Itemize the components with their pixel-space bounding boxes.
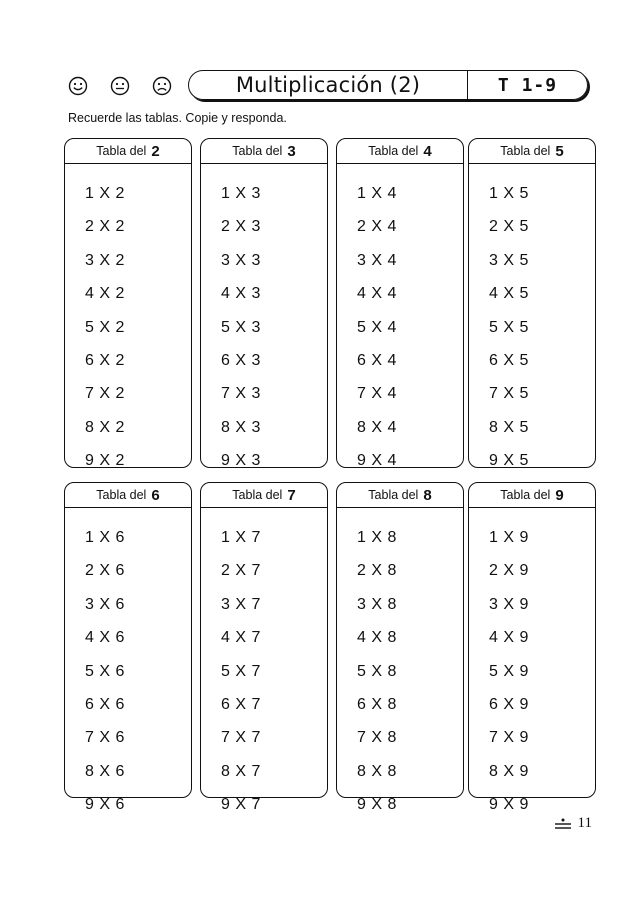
multiplication-row: 4 X 2: [85, 285, 125, 303]
multiplication-row: 4 X 9: [489, 629, 529, 647]
multiplication-row: 4 X 5: [489, 285, 529, 303]
smiley-happy-icon[interactable]: [68, 76, 88, 96]
table-header-label: Tabla del: [232, 144, 283, 158]
multiplication-row: 5 X 6: [85, 662, 125, 680]
table-header: [337, 483, 463, 508]
table-header-label: Tabla del: [96, 488, 147, 502]
multiplication-row: 8 X 3: [221, 418, 261, 436]
multiplication-row: 3 X 7: [221, 595, 261, 613]
multiplication-row: 6 X 7: [221, 696, 261, 713]
multiplication-row: 8 X 4: [357, 418, 397, 436]
instruction-text: Recuerde las tablas. Copie y responda.: [68, 111, 287, 125]
multiplication-row: 5 X 4: [357, 318, 397, 336]
multiplication-row: 5 X 9: [489, 662, 529, 680]
multiplication-row: 4 X 7: [221, 629, 261, 647]
multiplication-row: 1 X 6: [85, 529, 125, 546]
multiplication-row: 8 X 6: [85, 762, 125, 780]
multiplication-row: 1 X 9: [489, 529, 529, 546]
table-header: [337, 139, 463, 164]
multiplication-row: 7 X 6: [85, 729, 125, 747]
multiplication-row: 6 X 2: [85, 352, 125, 369]
multiplication-row: 3 X 9: [489, 595, 529, 613]
multiplication-row: 9 X 7: [221, 796, 261, 814]
multiplication-row: 3 X 4: [357, 251, 397, 269]
multiplication-row: 8 X 9: [489, 762, 529, 780]
multiplication-row: 2 X 9: [489, 562, 529, 580]
table-header-label: Tabla del: [368, 488, 419, 502]
page-number-text: 11: [577, 815, 592, 831]
multiplication-row: 1 X 2: [85, 185, 125, 202]
multiplication-row: 4 X 3: [221, 285, 261, 303]
multiplication-row: 3 X 6: [85, 595, 125, 613]
table-header-number: 4: [423, 142, 432, 160]
multiplication-row: 6 X 9: [489, 696, 529, 713]
times-table-card: [336, 482, 464, 814]
multiplication-row: 2 X 3: [221, 218, 261, 236]
multiplication-row: 7 X 9: [489, 729, 529, 747]
title-banner: [188, 70, 588, 100]
multiplication-row: 5 X 3: [221, 318, 261, 336]
times-table-card: [336, 138, 464, 468]
multiplication-row: 2 X 8: [357, 562, 397, 580]
smiley-neutral-icon[interactable]: [110, 76, 130, 96]
table-header: [201, 139, 327, 164]
multiplication-row: 7 X 4: [357, 385, 397, 403]
multiplication-row: 6 X 4: [357, 352, 397, 369]
table-header-number: 2: [151, 142, 160, 160]
table-header-number: 3: [287, 142, 296, 160]
multiplication-row: 4 X 4: [357, 285, 397, 303]
multiplication-row: 2 X 4: [357, 218, 397, 236]
multiplication-row: 8 X 7: [221, 762, 261, 780]
table-header: [65, 483, 191, 508]
division-sign-icon: [554, 818, 572, 830]
table-header-label: Tabla del: [232, 488, 283, 502]
multiplication-row: 6 X 8: [357, 696, 397, 713]
multiplication-row: 1 X 5: [489, 185, 529, 202]
multiplication-row: 2 X 6: [85, 562, 125, 580]
multiplication-row: 5 X 5: [489, 318, 529, 336]
multiplication-row: 2 X 2: [85, 218, 125, 236]
table-header-label: Tabla del: [368, 144, 419, 158]
multiplication-row: 2 X 7: [221, 562, 261, 580]
page-title: Multiplicación (2): [235, 73, 421, 97]
times-table-card: [64, 482, 192, 814]
multiplication-row: 6 X 5: [489, 352, 529, 369]
multiplication-row: 8 X 5: [489, 418, 529, 436]
multiplication-row: 8 X 8: [357, 762, 397, 780]
times-table-card: [200, 482, 328, 814]
times-table-card: [200, 138, 328, 468]
lesson-code: T 1-9: [467, 71, 587, 99]
multiplication-row: 1 X 4: [357, 185, 397, 202]
multiplication-row: 7 X 7: [221, 729, 261, 747]
mood-faces: [68, 76, 172, 96]
multiplication-row: 5 X 8: [357, 662, 397, 680]
multiplication-row: 3 X 8: [357, 595, 397, 613]
multiplication-row: 7 X 5: [489, 385, 529, 403]
multiplication-row: 7 X 2: [85, 385, 125, 403]
multiplication-row: 9 X 3: [221, 452, 261, 470]
times-table-card: [468, 138, 596, 468]
table-header-label: Tabla del: [500, 144, 551, 158]
multiplication-row: 4 X 8: [357, 629, 397, 647]
multiplication-row: 1 X 3: [221, 185, 261, 202]
multiplication-row: 8 X 2: [85, 418, 125, 436]
multiplication-row: 2 X 5: [489, 218, 529, 236]
tables-grid: [64, 130, 596, 814]
multiplication-row: 4 X 6: [85, 629, 125, 647]
multiplication-row: 7 X 8: [357, 729, 397, 747]
multiplication-row: 6 X 3: [221, 352, 261, 369]
multiplication-row: 9 X 6: [85, 796, 125, 814]
smiley-sad-icon[interactable]: [152, 76, 172, 96]
multiplication-row: 9 X 5: [489, 452, 529, 470]
table-header: [201, 483, 327, 508]
multiplication-row: 6 X 6: [85, 696, 125, 713]
multiplication-row: 9 X 2: [85, 452, 125, 470]
multiplication-row: 1 X 8: [357, 529, 397, 546]
multiplication-row: 3 X 2: [85, 251, 125, 269]
table-header-number: 8: [423, 486, 432, 504]
multiplication-row: 3 X 5: [489, 251, 529, 269]
times-table-card: [468, 482, 596, 814]
table-header: [65, 139, 191, 164]
multiplication-row: 5 X 2: [85, 318, 125, 336]
table-header: [469, 139, 595, 164]
multiplication-row: 5 X 7: [221, 662, 261, 680]
table-header-number: 6: [151, 486, 160, 504]
multiplication-row: 7 X 3: [221, 385, 261, 403]
multiplication-row: 9 X 8: [357, 796, 397, 814]
multiplication-row: 9 X 4: [357, 452, 397, 470]
multiplication-row: 9 X 9: [489, 796, 529, 814]
table-header-number: 9: [555, 486, 564, 504]
table-header-number: 7: [287, 486, 296, 504]
times-table-card: [64, 138, 192, 468]
multiplication-row: 1 X 7: [221, 529, 261, 546]
table-header-label: Tabla del: [500, 488, 551, 502]
multiplication-row: 3 X 3: [221, 251, 261, 269]
table-header-number: 5: [555, 142, 564, 160]
page-number: [554, 815, 592, 832]
table-header-label: Tabla del: [96, 144, 147, 158]
table-header: [469, 483, 595, 508]
